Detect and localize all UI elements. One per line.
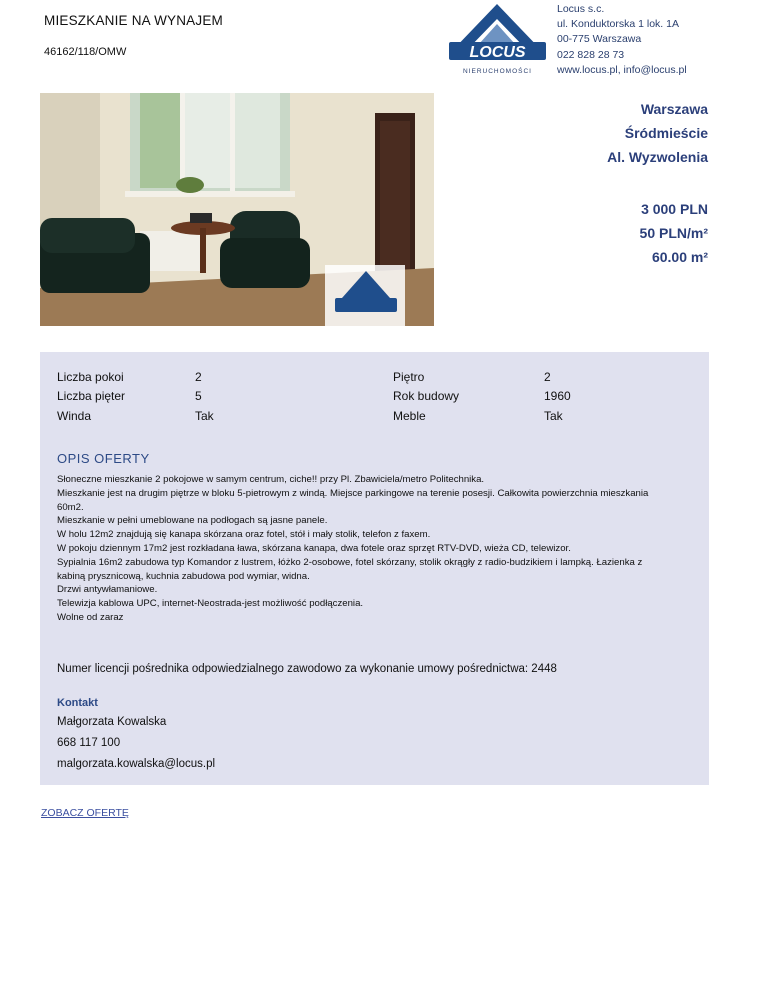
price-total: 3 000 PLN (641, 201, 708, 217)
property-label: Liczba pokoi (57, 370, 124, 384)
company-logo (445, 2, 550, 77)
offer-title: OPIS OFERTY (57, 451, 150, 466)
contact-title: Kontakt (57, 697, 98, 709)
description-line: Sypialnia 16m2 zabudowa typ Komandor z lustrem, łóżko 2-osobowe, fotel skórzany, stolik okrągły z radio-budzikiem i lampką. Łazienka z (57, 556, 643, 568)
property-label: Liczba pięter (57, 389, 126, 403)
description-line: W pokoju dziennym 17m2 jest rozkładana ława, skórzana kanapa, dwa fotele oraz sprzęt RTV-DVD, wieża CD, telewizor. (57, 542, 571, 554)
property-label: Meble (393, 409, 426, 423)
location-block (607, 97, 708, 169)
description-line: Mieszkanie jest na drugim piętrze w bloku 5-pietrowym z windą. Miejsce parkingowe na terenie posesji. Całkowita powierzchnia mieszkania (57, 487, 649, 499)
area: 60.00 m² (651, 249, 708, 265)
description-line: Słoneczne mieszkanie 2 pokojowe w samym centrum, ciche!! przy Pl. Zbawiciela/metro Politechnika. (57, 474, 485, 485)
description-line: Wolne od zaraz (57, 611, 124, 623)
description-line: kabiną prysznicową, kuchnia zabudowa pod wymiar, widna. (57, 570, 310, 582)
price-per-m2: 50 PLN/m² (639, 225, 708, 241)
contact-email[interactable]: malgorzata.kowalska@locus.pl (57, 758, 216, 770)
company-web-email[interactable]: www.locus.pl, info@locus.pl (557, 63, 687, 76)
location-district: Śródmieście (624, 125, 708, 141)
details-panel (40, 352, 709, 785)
property-value: Tak (195, 409, 214, 423)
location-street: Al. Wyzwolenia (607, 149, 708, 165)
property-label: Rok budowy (393, 389, 460, 403)
contact-phone: 668 117 100 (57, 737, 121, 749)
description-line: Drzwi antywłamaniowe. (57, 584, 158, 596)
company-info (557, 2, 687, 78)
logo-text: LOCUS (469, 44, 526, 61)
logo-subtext: NIERUCHOMOŚCI (463, 68, 532, 75)
property-value: 1960 (544, 389, 571, 403)
description-line: Telewizja kablowa UPC, internet-Neostrada-jest możliwość podłączenia. (57, 598, 364, 610)
property-value: Tak (544, 409, 563, 423)
company-name: Locus s.c. (557, 3, 605, 15)
contact-name: Małgorzata Kowalska (57, 716, 167, 728)
reference-number: 46162/118/OMW (44, 46, 127, 58)
property-label: Winda (57, 409, 92, 423)
view-offer-link[interactable]: ZOBACZ OFERTĘ (41, 807, 129, 819)
offer-description (57, 473, 702, 625)
description-line: W holu 12m2 znajdują się kanapa skórzana oraz fotel, stół i mały stolik, telefon z faxem. (57, 529, 431, 541)
logo-graphic (445, 2, 550, 77)
location-city: Warszawa (640, 101, 708, 117)
price-block (640, 197, 708, 269)
description-line: Mieszkanie w pełni umeblowane na podłogach są jasne panele. (57, 515, 328, 527)
company-street: ul. Konduktorska 1 lok. 1A (557, 18, 679, 31)
license-number: Numer licencji pośrednika odpowiedzialnego zawodowo za wykonanie umowy pośrednictwa: 2448 (57, 663, 557, 675)
room-image (40, 93, 434, 326)
company-city: 00-775 Warszawa (557, 33, 642, 46)
property-label: Piętro (393, 370, 425, 384)
company-phone: 022 828 28 73 (557, 48, 625, 61)
property-value: 2 (195, 370, 202, 384)
property-value: 2 (544, 370, 551, 384)
property-photo (40, 93, 434, 326)
description-line: 60m2. (57, 501, 84, 513)
property-value: 5 (195, 389, 202, 403)
listing-type: MIESZKANIE NA WYNAJEM (44, 13, 223, 28)
